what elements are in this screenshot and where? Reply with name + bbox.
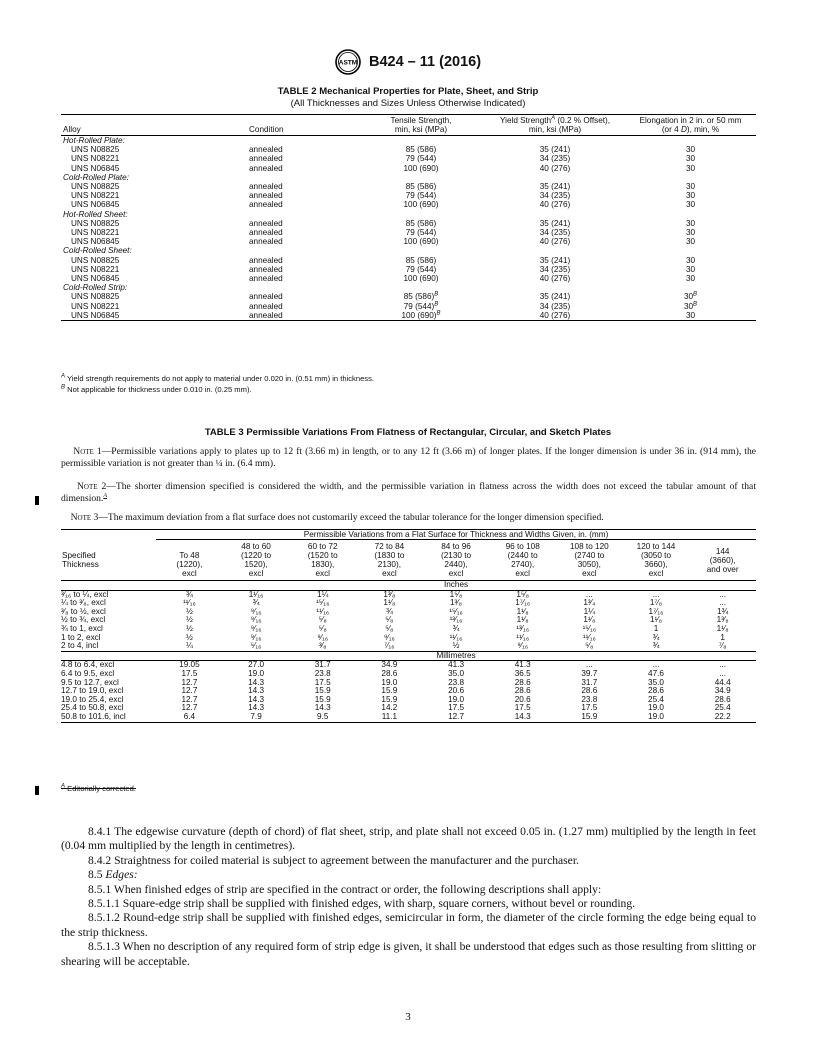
yield-cell: 40 (276) xyxy=(539,163,571,173)
width-column-header: 144 (3660), and over xyxy=(706,546,739,574)
table2-footnote-a: $^A$ Yield strength requirements do not apply to material under 0.020 in. (0.51 mm) in thickness. xyxy=(61,373,374,383)
elongation-cell: 30 xyxy=(685,264,696,274)
table2-group-label: Cold-Rolled Strip: xyxy=(63,283,128,293)
value-cell: 14.3 xyxy=(248,694,265,704)
value-cell: ⁹⁄₁₆ xyxy=(250,615,262,625)
value-cell: 28.6 xyxy=(581,686,598,696)
condition-cell: annealed xyxy=(249,228,283,238)
value-cell: 1⁷⁄₈ xyxy=(649,598,663,608)
tensile-cell: 85 (586) xyxy=(405,182,437,192)
value-cell: ¹⁵⁄₁₆ xyxy=(449,606,463,616)
value-cell: ⁵⁄₈ xyxy=(385,615,394,625)
table-row xyxy=(61,256,756,265)
elongation-cell: 30 xyxy=(685,145,696,155)
tensile-cell: 79 $(544)^B$ xyxy=(403,300,439,311)
value-cell: ⁹⁄₁₆ xyxy=(317,632,329,642)
value-cell: ¾ xyxy=(185,589,193,599)
value-cell: 17.5 xyxy=(581,703,598,713)
table3-header-row xyxy=(61,540,756,581)
table-row xyxy=(61,200,756,209)
elongation-cell: $30^B$ xyxy=(683,300,698,311)
value-cell: ¹¹⁄₁₆ xyxy=(582,632,596,642)
tensile-cell: 85 $(586)^B$ xyxy=(403,291,439,302)
value-cell: 1⁵⁄₈ xyxy=(449,589,463,599)
tensile-cell: 100 $(690)^B$ xyxy=(401,310,441,320)
alloy-cell: UNS N08825 xyxy=(71,182,120,192)
yield-cell: 34 (235) xyxy=(539,228,571,238)
blank-header xyxy=(61,530,156,540)
yield-cell: 34 (235) xyxy=(539,264,571,274)
value-cell: 31.7 xyxy=(314,660,331,670)
revision-bar xyxy=(35,786,39,795)
width-column-header: 120 to 144 (3050 to 3660), excl xyxy=(636,542,676,578)
alloy-cell: UNS N08221 xyxy=(71,154,120,164)
condition-cell: annealed xyxy=(249,237,283,247)
value-cell: 34.9 xyxy=(714,686,731,696)
value-cell: ⁹⁄₁₆ xyxy=(383,632,395,642)
alloy-cell: UNS N06845 xyxy=(71,200,120,210)
table2-mechanical-properties xyxy=(61,114,756,321)
value-cell: 19.0 xyxy=(623,713,690,722)
value-cell: ¾ xyxy=(385,606,393,616)
paragraph: 8.5.1.3 When no description of any required form of strip edge is given, it shall be understood that edges such as those resulting from slitting or shearing will be acceptable. xyxy=(61,940,756,968)
value-cell: 1¼ xyxy=(583,606,596,616)
table-row xyxy=(61,164,756,173)
tensile-cell: 100 (690) xyxy=(403,274,439,284)
alloy-cell: UNS N06845 xyxy=(71,274,120,284)
value-cell: 15.9 xyxy=(381,694,398,704)
table2-title: TABLE 2 Mechanical Properties for Plate, Sheet, and Strip xyxy=(277,86,539,97)
width-column-header: 72 to 84 (1830 to 2130), excl xyxy=(374,542,405,578)
value-cell: 34.9 xyxy=(381,660,398,670)
value-cell: ³⁄₈ xyxy=(289,642,356,651)
table-row xyxy=(61,219,756,228)
value-cell: 19.05 xyxy=(179,660,200,670)
table3-flatness-variations xyxy=(61,529,756,723)
value-cell: 1⁷⁄₁₆ xyxy=(648,606,664,616)
value-cell: ¹⁵⁄₁₆ xyxy=(315,598,330,608)
value-cell: 12.7 xyxy=(423,713,490,722)
value-cell: 14.3 xyxy=(314,703,331,713)
col-condition: Condition xyxy=(249,125,284,134)
thickness-cell: ½ to ¾, excl xyxy=(61,615,106,625)
value-cell: 14.2 xyxy=(381,703,398,713)
table2-group-label: Cold-Rolled Plate: xyxy=(63,172,129,182)
condition-cell: annealed xyxy=(249,163,283,173)
value-cell: ¹⁵⁄₁₆ xyxy=(582,623,597,633)
unit-section-row xyxy=(61,651,756,661)
col-elongation: Elongation in 2 in. or 50 mm (or 4 D), min, % xyxy=(639,116,742,134)
yield-cell: 40 (276) xyxy=(539,274,571,284)
condition-cell: annealed xyxy=(249,292,283,302)
table3-note-3: Note 3—The maximum deviation from a flat surface does not customarily exceed the tabular tolerance for the longer dimension specified. xyxy=(70,512,604,523)
paragraph: 8.5.1.1 Square-edge strip shall be supplied with finished edges, with sharp, square corners, without bevel or rounding. xyxy=(88,897,636,911)
value-cell: 25.4 xyxy=(648,694,664,704)
thickness-cell: ¾ to 1, excl xyxy=(61,623,103,633)
yield-cell: 35 (241) xyxy=(539,292,571,302)
value-cell: ... xyxy=(652,589,660,599)
paragraph: 8.4.2 Straightness for coiled material is subject to agreement between the manufacturer and the purchaser. xyxy=(88,853,579,867)
table2-group-row xyxy=(61,136,756,146)
value-cell: 1¹⁄₈ xyxy=(649,615,663,625)
value-cell: ¹¹⁄₁₆ xyxy=(516,632,530,642)
thickness-cell: 25.4 to 50.8, excl xyxy=(61,703,124,713)
spanning-header: Permissible Variations from a Flat Surface for Thickness and Widths Given, in. (mm) xyxy=(156,530,756,540)
blank-cell xyxy=(61,581,156,591)
value-cell: ... xyxy=(719,598,727,608)
value-cell: 28.6 xyxy=(381,668,398,678)
value-cell: 22.2 xyxy=(689,713,756,722)
paragraph: 8.5.1 When finished edges of strip are specified in the contract or order, the following descriptions shall apply: xyxy=(88,882,602,896)
value-cell: 39.7 xyxy=(581,668,598,678)
value-cell: 17.5 xyxy=(181,668,198,678)
tensile-cell: 79 (544) xyxy=(405,154,437,164)
value-cell: 9.5 xyxy=(289,713,356,722)
thickness-cell: 9.5 to 12.7, excl xyxy=(61,677,119,687)
elongation-cell: 30 xyxy=(685,191,696,201)
condition-cell: annealed xyxy=(249,255,283,265)
condition-cell: annealed xyxy=(249,200,283,210)
value-cell: 28.6 xyxy=(514,677,531,687)
value-cell: 1¹⁄₁₆ xyxy=(248,589,264,599)
table3-body xyxy=(61,581,756,723)
table-row xyxy=(61,154,756,163)
value-cell: 1 xyxy=(720,632,725,642)
value-cell: 28.6 xyxy=(714,694,731,704)
value-cell: 1⁵⁄₈ xyxy=(516,589,530,599)
value-cell: ... xyxy=(585,589,593,599)
width-column-header: 48 to 60 (1220 to 1520), excl xyxy=(241,542,272,578)
value-cell: 44.4 xyxy=(714,677,731,687)
col-yield: Yield Strength$^A$ (0.2 % Offset), min, ksi (MPa) xyxy=(499,115,611,134)
width-column-header: 96 to 108 (2440 to 2740), excl xyxy=(505,542,540,578)
value-cell: 15.9 xyxy=(556,713,623,722)
value-cell: 36.5 xyxy=(514,668,531,678)
table-row xyxy=(61,237,756,246)
alloy-cell: UNS N06845 xyxy=(71,237,120,247)
width-column-header: To 48 (1220), excl xyxy=(176,551,203,578)
value-cell: 23.8 xyxy=(581,694,598,704)
condition-cell: annealed xyxy=(249,145,283,155)
value-cell: ⁵⁄₈ xyxy=(385,623,394,633)
value-cell: 17.5 xyxy=(448,703,464,713)
col-tensile: Tensile Strength, min, ksi (MPa) xyxy=(390,116,452,134)
table-row xyxy=(61,625,756,634)
table-row xyxy=(61,713,756,722)
value-cell: ... xyxy=(719,668,727,678)
value-cell: 1¹⁄₈ xyxy=(516,615,529,625)
value-cell: ... xyxy=(719,660,727,670)
value-cell: 15.9 xyxy=(314,694,331,704)
value-cell: ... xyxy=(585,660,593,670)
value-cell: 17.5 xyxy=(314,677,331,687)
value-cell: ¼ xyxy=(156,642,223,651)
table2-footnote-b: $^B$ Not applicable for thickness under 0.010 in. (0.25 mm). xyxy=(61,384,252,394)
table-row xyxy=(61,311,756,321)
alloy-cell: UNS N08221 xyxy=(71,191,120,201)
width-column-header: 84 to 96 (2130 to 2440), excl xyxy=(441,542,472,578)
table-row xyxy=(61,191,756,200)
condition-cell: annealed xyxy=(249,191,283,201)
thickness-cell: 1 to 2, excl xyxy=(61,632,101,642)
value-cell: 1¼ xyxy=(317,589,329,599)
value-cell: 1¹⁄₈ xyxy=(383,598,396,608)
tensile-cell: 100 (690) xyxy=(403,237,439,247)
value-cell: ⁵⁄₈ xyxy=(318,615,327,625)
value-cell: 47.6 xyxy=(648,668,664,678)
value-cell: ¾ xyxy=(252,598,260,608)
value-cell: 19.0 xyxy=(648,703,664,713)
yield-cell: 34 (235) xyxy=(539,191,571,201)
alloy-cell: UNS N08221 xyxy=(71,301,120,311)
value-cell: 1¹⁄₈ xyxy=(716,623,729,633)
value-cell: 1³⁄₈ xyxy=(450,598,463,608)
value-cell: 25.4 xyxy=(714,703,731,713)
value-cell: ... xyxy=(719,589,727,599)
alloy-cell: UNS N08825 xyxy=(71,145,120,155)
elongation-cell: $30^B$ xyxy=(683,291,698,302)
alloy-cell: UNS N08825 xyxy=(71,292,120,302)
value-cell: 11.1 xyxy=(356,713,423,722)
tensile-cell: 85 (586) xyxy=(405,218,437,228)
tensile-cell: 79 (544) xyxy=(405,191,437,201)
table3-note-2: Note 2—The shorter dimension specified is considered the width, and the permissible variation in flatness across the width does not exceed the tabular amount of that dimension.$^A$ xyxy=(61,481,756,504)
value-cell: 1³⁄₈ xyxy=(716,615,729,625)
value-cell: 1¾ xyxy=(716,606,729,616)
table2-group-label: Hot-Rolled Plate: xyxy=(63,136,125,145)
table3-note-1: Note 1—Permissible variations apply to plates up to 12 ft (3.66 m) in length, or to any 12 ft (3.66 m) of longer plates. If the longer dimension is under 36 in. (914 mm), the permissible variation is not greater than ¼ in. (6.4 mm). xyxy=(61,446,757,469)
value-cell: ¹¹⁄₁₆ xyxy=(449,632,463,642)
value-cell: ⁷⁄₁₆ xyxy=(356,642,423,651)
svg-text:ASTM: ASTM xyxy=(338,59,358,67)
value-cell: ⁹⁄₁₆ xyxy=(489,642,556,651)
value-cell: 19.0 xyxy=(248,668,265,678)
value-cell: ⁹⁄₁₆ xyxy=(250,623,262,633)
col-alloy: Alloy xyxy=(63,125,81,134)
value-cell: 1¹⁄₈ xyxy=(516,606,529,616)
table-row xyxy=(61,292,756,301)
table3-header xyxy=(61,530,756,581)
unit-label: Inches xyxy=(156,581,756,591)
value-cell: 19.0 xyxy=(381,677,398,687)
value-cell: ¹¹⁄₁₆ xyxy=(316,606,330,616)
elongation-cell: 30 xyxy=(685,255,696,265)
table3-footnote: $^A$ Editorially corrected. xyxy=(61,783,136,793)
table2-body xyxy=(61,136,756,321)
yield-cell: 35 (241) xyxy=(539,255,571,265)
condition-cell: annealed xyxy=(249,310,283,320)
yield-cell: 40 (276) xyxy=(539,200,571,210)
value-cell: 1³⁄₈ xyxy=(383,589,396,599)
table2-group-row xyxy=(61,173,756,182)
table-row xyxy=(61,302,756,311)
table2-subtitle: (All Thicknesses and Sizes Unless Otherwise Indicated) xyxy=(290,98,526,109)
yield-cell: 40 (276) xyxy=(539,310,571,320)
value-cell: 23.8 xyxy=(314,668,331,678)
condition-cell: annealed xyxy=(249,264,283,274)
yield-cell: 40 (276) xyxy=(539,237,571,247)
value-cell: 14.3 xyxy=(248,686,265,696)
elongation-cell: 30 xyxy=(685,200,696,210)
value-cell: ¾ xyxy=(652,632,660,642)
thickness-cell: ¼ to ³⁄₈, excl xyxy=(61,598,106,608)
value-cell: ... xyxy=(652,660,660,670)
yield-cell: 34 (235) xyxy=(539,301,571,311)
elongation-cell: 30 xyxy=(685,237,696,247)
tensile-cell: 85 (586) xyxy=(405,145,437,155)
value-cell: 1⁷⁄₁₆ xyxy=(515,598,531,608)
value-cell: ¾ xyxy=(452,623,460,633)
unit-section-row xyxy=(61,581,756,591)
table2-group-label: Cold-Rolled Sheet: xyxy=(63,246,132,256)
tensile-cell: 79 (544) xyxy=(405,264,437,274)
thickness-cell: 2 to 4, incl xyxy=(61,642,156,651)
value-cell: 17.5 xyxy=(514,703,531,713)
value-cell: ½ xyxy=(185,632,193,642)
value-cell: 41.3 xyxy=(448,660,464,670)
value-cell: ¹¹⁄₁₆ xyxy=(182,598,196,608)
alloy-cell: UNS N06845 xyxy=(71,310,120,320)
thickness-cell: ³⁄₁₆ to ¼, excl xyxy=(61,589,109,599)
value-cell: 28.6 xyxy=(648,686,664,696)
value-cell: ⁵⁄₁₆ xyxy=(223,642,290,651)
value-cell: 15.9 xyxy=(314,686,331,696)
document-designation: B424 – 11 (2016) xyxy=(368,54,482,70)
value-cell: 15.9 xyxy=(381,686,398,696)
width-column-header: 108 to 120 (2740 to 3050), excl xyxy=(569,542,609,578)
elongation-cell: 30 xyxy=(685,154,696,164)
thickness-cell: 19.0 to 25.4, excl xyxy=(61,694,124,704)
value-cell: 12.7 xyxy=(181,677,198,687)
tensile-cell: 79 (544) xyxy=(405,228,437,238)
value-cell: 20.6 xyxy=(514,694,531,704)
value-cell: 14.3 xyxy=(248,677,265,687)
value-cell: 1³⁄₄ xyxy=(583,598,596,608)
yield-cell: 35 (241) xyxy=(539,145,571,155)
value-cell: 28.6 xyxy=(514,686,531,696)
value-cell: 1¹⁄₈ xyxy=(583,615,596,625)
astm-logo xyxy=(335,49,361,75)
alloy-cell: UNS N08221 xyxy=(71,228,120,238)
value-cell: 1 xyxy=(653,623,659,633)
paragraph: 8.5.1.2 Round-edge strip shall be supplied with finished edges, semicircular in form, the diameter of the circle forming the edge being equal to the strip thickness. xyxy=(61,911,756,939)
table-row xyxy=(61,145,756,154)
condition-cell: annealed xyxy=(249,301,283,311)
value-cell: 35.0 xyxy=(448,668,464,678)
tensile-cell: 100 (690) xyxy=(403,200,439,210)
value-cell: ¹³⁄₁₆ xyxy=(516,623,530,633)
table-row xyxy=(61,634,756,643)
value-cell: 23.8 xyxy=(448,677,464,687)
alloy-cell: UNS N08825 xyxy=(71,218,120,228)
value-cell: 7.9 xyxy=(223,713,290,722)
yield-cell: 35 (241) xyxy=(539,218,571,228)
condition-cell: annealed xyxy=(249,182,283,192)
body-text xyxy=(61,825,756,969)
page-number: 3 xyxy=(405,1011,411,1023)
table2-header-row xyxy=(61,115,756,136)
table-row xyxy=(61,274,756,283)
unit-label: Millimetres xyxy=(156,651,756,661)
table3-title: TABLE 3 Permissible Variations From Flatness of Rectangular, Circular, and Sketch Plates xyxy=(204,427,612,438)
table-row xyxy=(61,642,756,651)
value-cell: 27.0 xyxy=(248,660,265,670)
value-cell: 41.3 xyxy=(514,660,531,670)
table-row xyxy=(61,265,756,274)
value-cell: 35.0 xyxy=(648,677,664,687)
value-cell: ⁹⁄₁₆ xyxy=(250,632,262,642)
yield-cell: 35 (241) xyxy=(539,182,571,192)
alloy-cell: UNS N06845 xyxy=(71,163,120,173)
value-cell: 12.7 xyxy=(181,694,198,704)
thickness-cell: 50.8 to 101.6, incl xyxy=(61,713,156,722)
revision-bar xyxy=(35,496,39,505)
elongation-cell: 30 xyxy=(685,274,696,284)
table-row xyxy=(61,182,756,191)
value-cell: 14.3 xyxy=(248,703,265,713)
thickness-cell: 4.8 to 6.4, excl xyxy=(61,660,115,670)
page-header xyxy=(0,49,816,75)
table2-group-row xyxy=(61,246,756,255)
alloy-cell: UNS N08825 xyxy=(71,255,120,265)
table-row xyxy=(61,616,756,625)
value-cell: 14.3 xyxy=(489,713,556,722)
elongation-cell: 30 xyxy=(685,182,696,192)
value-cell: ½ xyxy=(185,615,193,625)
value-cell: ⁹⁄₁₆ xyxy=(250,606,262,616)
condition-cell: annealed xyxy=(249,218,283,228)
value-cell: 6.4 xyxy=(156,713,223,722)
thickness-cell: 6.4 to 9.5, excl xyxy=(61,668,115,678)
value-cell: ⁷⁄₈ xyxy=(689,642,756,651)
value-cell: 19.0 xyxy=(448,694,464,704)
elongation-cell: 30 xyxy=(685,218,696,228)
elongation-cell: 30 xyxy=(685,163,696,173)
width-column-header: 60 to 72 (1520 to 1830), excl xyxy=(307,542,338,578)
thickness-header: Specified Thickness xyxy=(62,550,99,569)
alloy-cell: UNS N08221 xyxy=(71,264,120,274)
value-cell: ¹³⁄₁₆ xyxy=(449,615,463,625)
paragraph: 8.5 Edges: xyxy=(88,868,138,882)
condition-cell: annealed xyxy=(249,154,283,164)
value-cell: 20.6 xyxy=(448,686,464,696)
elongation-cell: 30 xyxy=(685,228,696,238)
table2-group-label: Hot-Rolled Sheet: xyxy=(63,209,128,219)
elongation-cell: 30 xyxy=(685,310,696,320)
thickness-cell: 12.7 to 19.0, excl xyxy=(61,686,124,696)
value-cell: ½ xyxy=(185,623,193,633)
table3-header-row xyxy=(61,530,756,540)
paragraph: 8.4.1 The edgewise curvature (depth of chord) of flat sheet, strip, and plate shall not exceed 0.05 in. (1.27 mm) multiplied by the length in feet (0.04 mm multiplied by the length in centimetres). xyxy=(61,825,756,853)
value-cell: ¾ xyxy=(623,642,690,651)
table-row xyxy=(61,228,756,237)
tensile-cell: 100 (690) xyxy=(403,163,439,173)
value-cell: ⁵⁄₈ xyxy=(318,623,327,633)
yield-cell: 34 (235) xyxy=(539,154,571,164)
value-cell: ½ xyxy=(185,606,193,616)
value-cell: 12.7 xyxy=(181,703,198,713)
value-cell: 12.7 xyxy=(181,686,198,696)
value-cell: ⁵⁄₈ xyxy=(556,642,623,651)
tensile-cell: 85 (586) xyxy=(405,255,437,265)
value-cell: ½ xyxy=(423,642,490,651)
condition-cell: annealed xyxy=(249,274,283,284)
thickness-cell: ³⁄₈ to ½, excl xyxy=(61,606,106,616)
value-cell: 31.7 xyxy=(581,677,598,687)
table2-group-row xyxy=(61,210,756,219)
